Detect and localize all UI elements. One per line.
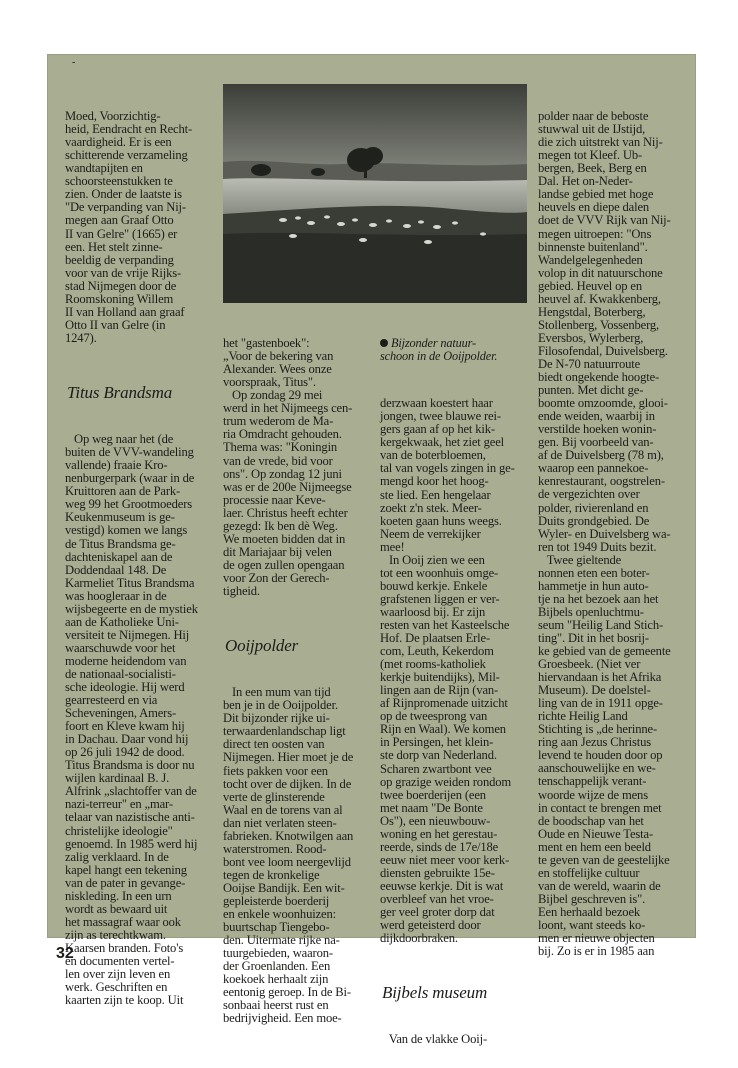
photo-caption-text: Bijzonder natuur- schoon in de Ooijpolder. [380,336,498,364]
column-3-tail: Van de vlakke Ooij- [380,1032,487,1047]
heading-bijbels-museum: Bijbels museum [382,983,488,1003]
column-2 [223,311,373,1038]
column-3-body: derzwaan koestert haar jongen, twee blauwe rei- gers gaan af op het kik- kergekwaak, het ziet geel van de boterbloemen, tal van vogels zingen in ge- mengd koor het hoog- ste lied. Een hengelaar zoekt z'n stek. Meer- koeten gaan huns weegs. Neem de verrekijker mee! In Ooij zien we een tot een woonhuis omge- bouwd kerkje. Enkele grafstenen liggen er ver- waarloosd bij. Er zijn resten van het Kasteelsche Hof. De plaatsen Erle- com, Leuth, Kekerdom (met rooms-katholiek kerkje buitendijks), Mil- lingen aan de Rijn (van- af Rijnpromenade uitzicht op de tweesprong van Rijn en Waal). We komen in Persingen, het klein- ste dorp van Nederland. Scharen zwartbont vee op grazige weiden rondom twee boerderijen (een met naam "De Bonte Os"), een nieuwbouw- woning en het gerestau- reerde, sinds de 17e/18e eeuw niet meer voor kerk- diensten gebruikte 15e- eeuwse kerkje. Dit is wat overbleef van het vroe- ger veel groter dorp dat werd geteisterd door dijkdoorbraken. [380,396,515,946]
column-1-body: Op weg naar het (de buiten de VVV-wandeling vallende) fraaie Kro- nenburgerpark (waar in de Kruittoren aan de Park- weg 99 het Grootmoeders Keukenmuseum is ge- vestigd) komen we langs de Titus Brandsma ge- dachteniskapel aan de Doddendaal 148. De Karmeliet Titus Brandsma was hoogleraar in de wijsbegeerte en de mystiek aan de Katholieke Uni- versiteit te Nijmegen. Hij waarschuwde voor het moderne heidendom van de nationaal-socialisti- sche ideologie. Hij werd gearresteerd en via Scheveningen, Amers- foort en Kleve kwam hij in Dachau. Daar vond hij op 26 juli 1942 de dood. Titus Brandsma is door nu wijlen kardinaal B. J. Alfrink „slachtoffer van de nazi-terreur" en „mar- telaar van nazistische anti- christelijke ideologie" genoemd. In 1985 werd hij zalig verklaard. In de kapel hangt een tekening van de pater in gevange- niskleding. In een urn wordt as bewaard uit het massagraf waar ook zijn as terechtkwam. Kaarsen branden. Foto's en documenten vertel- len over zijn leven en werk. Geschriften en kaarten zijn te koop. Uit [65,432,198,1008]
bullet-icon [380,339,388,347]
ooijpolder-photo [223,84,527,303]
top-mark: - [72,57,76,68]
heading-ooijpolder: Ooijpolder [225,636,299,656]
heading-titus-brandsma: Titus Brandsma [67,383,173,403]
column-2-top: het "gastenboek": „Voor de bekering van Alexander. Wees onze voorspraak, Titus". Op zondag 29 mei werd in het Nijmeegs cen- trum wederom de Ma- ria Omdracht gehouden. Thema was: "Koningin van de vrede, bid voor ons". Op zondag 12 juni was er de 200e Nijmeegse processie naar Keve- laer. Christus heeft echter gezegd: Ik ben dè Weg. We moeten bidden dat in dit Mariajaar bij velen de ogen zullen opengaan voor Zon der Gerech- tigheid. [223,336,353,598]
column-2-body: In een mum van tijd ben je in de Ooijpolder. Dit bijzonder rijke ui- terwaardenlandschap ligt direct ten oosten van Nijmegen. Hier moet je de fiets pakken voor een tocht over de dijken. In de verte de glinsterende Waal en de torens van al dan niet verlaten steen- fabrieken. Knotwilgen aan waterstromen. Rood- bont vee loom neergevlijd tegen de kronkelige Ooijse Bandijk. Een wit- gepleisterde boerderij en enkele woonhuizen: buurtschap Tiengebo- den. Uitermate rijke na- tuurgebieden, waaron- der Groenlanden. Een koekoek herhaalt zijn eentonig geroep. In de Bi- sonbaai heerst rust en bedrijvigheid. Een moe- [223,685,354,1026]
landscape-image [223,84,527,303]
column-3 [380,311,530,1059]
column-4-body: polder naar de beboste stuwwal uit de IJstijd, die zich uitstrekt van Nij- megen tot Kleef. Ub- bergen, Beek, Berg en Dal. Het on-Neder- landse gebied met hoge heuvels en diepe dalen doet de VVV Rijk van Nij- megen uitroepen: "Ons binnenste buitenland". Wandelgelegenheden volop in dit natuurschone gebied. Heuvel op en heuvel af. Kwakkenberg, Hengstdal, Boterberg, Stollenberg, Vossenberg, Eversbos, Wylerberg, Filosofendal, Duivelsberg. De N-70 natuurroute biedt ongekende hoogte- punten. Met dicht ge- boomte omzoomde, glooi- ende weiden, waarbij in verstilde hoeken wonin- gen. Bij voorbeeld van- af de Duivelsberg (78 m), waarop een pannekoe- kenrestaurant, oogstrelen- de vergezichten over polder, rivierenland en Duits grondgebied. De Wyler- en Duivelsberg wa- ren tot 1949 Duits bezit. Twee gieltende nonnen eten een boter- hammetje in hun auto- tje na het bezoek aan het Bijbels openluchtmu- seum "Heilig Land Stich- ting". Dit in het bosrij- ke gebied van de gemeente Groesbeek. (Niet ver hiervandaan is het Afrika Museum). De doelstel- ling van de in 1911 opge- richte Heilig Land Stichting is „de herinne- ring aan Jezus Christus levend te houden door op aanschouwelijke en we- tenschappelijk verant- woorde wijze de mens in contact te brengen met de boodschap van het Oude en Nieuwe Testa- ment en hem een beeld te geven van de geestelijke en stoffelijke cultuur van de wereld, waarin de Bijbel geschreven is". Een herhaald bezoek loont, want steeds ko- men er nieuwe objecten bij. Zo is er in 1985 aan [538,109,671,959]
page-number: 32 [56,945,74,962]
photo-caption [380,337,530,363]
column-1 [65,84,225,1020]
column-1-intro: Moed, Voorzichtig- heid, Eendracht en Recht- vaardigheid. Er is een schitterende verzameling wandtapijten en schoorsteenstukken te zien. Onder de laatste is "De verpanding van Nij- megen aan Graaf Otto II van Gelre" (1665) er een. Het stelt zinne- beeldig de verpanding voor van de vrije Rijks- stad Nijmegen door de Roomskoning Willem II van Holland aan graaf Otto II van Gelre (in 1247). [65,109,193,345]
column-4 [538,84,698,971]
